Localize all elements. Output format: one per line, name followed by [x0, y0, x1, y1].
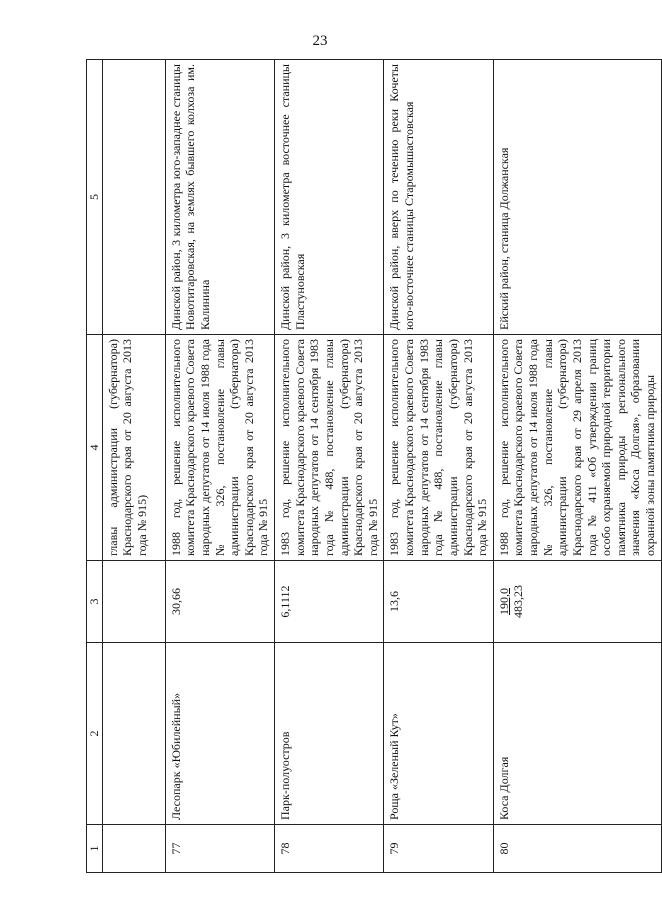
table-row [493, 60, 661, 873]
name-cell: Роща «Зеленый Кут» [384, 643, 493, 825]
area-cell [102, 561, 165, 643]
table-row-continuation [102, 60, 165, 873]
decision-cell: 1988 год, решение исполнительного комитета Краснодарского краевого Совета народных депутатов от 14 июля 1988 года № 326, постановление главы администрации (губернатора) Краснодарского края от 29 апреля 2013 года № 411 «Об утверждении границ особо охраняемой природной территории памятника природы регионального значения «Коса Долгая», образовании охранной зоны памятника природы [493, 335, 661, 561]
header-cell: 2 [87, 643, 103, 825]
name-cell: Коса Долгая [493, 643, 661, 825]
table-row [275, 60, 384, 873]
location-cell: Динской район, вверх по течению реки Кочеты юго-восточнее станицы Старомышастовская [384, 60, 493, 335]
location-cell: Динской район, 3 километра восточнее станицы Пластуновская [275, 60, 384, 335]
header-cell: 5 [87, 60, 103, 335]
decision-cell: 1988 год, решение исполнительного комитета Краснодарского краевого Совета народных депутатов от 14 июля 1988 года № 326, постановление главы администрации (губернатора) Краснодарского края от 20 августа 2013 года № 915 [165, 335, 274, 561]
decision-cell: главы администрации (губернатора) Краснодарского края от 20 августа 2013 года № 915) [102, 335, 165, 561]
header-cell: 3 [87, 561, 103, 643]
rotated-table-container [86, 60, 657, 873]
location-cell: Динской район, 3 километра юго-западнее станицы Новотитаровская, на землях бывшего колхоза им. Калинина [165, 60, 274, 335]
decision-cell: 1983 год, решение исполнительного комитета Краснодарского краевого Совета народных депутатов от 14 сентября 1983 года № 488, постановление главы администрации (губернатора) Краснодарского края от 20 августа 2013 года № 915 [275, 335, 384, 561]
area-cell: 13,6 [384, 561, 493, 643]
name-cell: Парк-полуостров [275, 643, 384, 825]
num-cell: 78 [275, 825, 384, 873]
num-cell [102, 825, 165, 873]
name-cell [102, 643, 165, 825]
table-row [384, 60, 493, 873]
header-cell: 1 [87, 825, 103, 873]
area-value-bottom: 483,23 [511, 585, 526, 618]
decision-cell: 1983 год, решение исполнительного комитета Краснодарского краевого Совета народных депутатов от 14 сентября 1983 года № 488, постановление главы администрации (губернатора) Краснодарского края от 20 августа 2013 года № 915 [384, 335, 493, 561]
num-cell: 79 [384, 825, 493, 873]
num-cell: 80 [493, 825, 661, 873]
protected-areas-table [86, 59, 662, 873]
area-cell [493, 561, 661, 643]
area-cell: 6,1112 [275, 561, 384, 643]
num-cell: 77 [165, 825, 274, 873]
area-cell: 30,66 [165, 561, 274, 643]
table-header-row [87, 60, 103, 873]
header-cell: 4 [87, 335, 103, 561]
name-cell: Лесопарк «Юбилейный» [165, 643, 274, 825]
table-row [165, 60, 274, 873]
area-value-top: 190,0 [496, 588, 511, 615]
location-cell: Ейский район, станица Должанская [493, 60, 661, 335]
location-cell [102, 60, 165, 335]
page-number: 23 [312, 33, 328, 49]
